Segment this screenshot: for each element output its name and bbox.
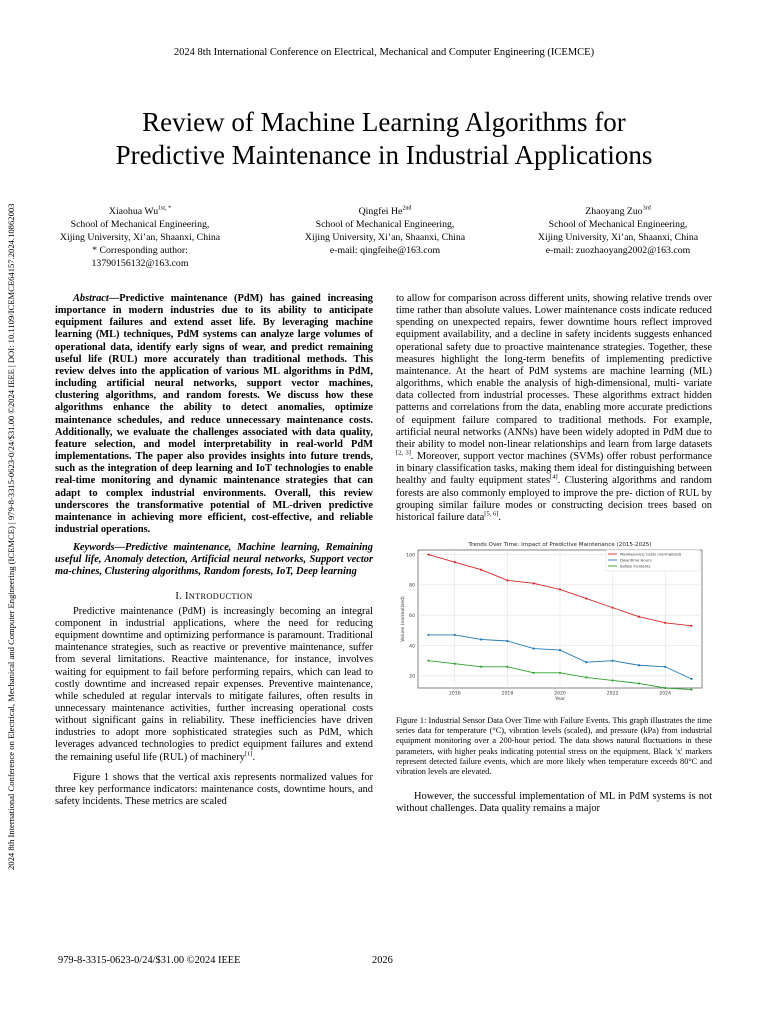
- intro-paragraph-1: Predictive maintenance (PdM) is increasingly becoming an integral component in industrial applications, where the need for reducing equipment downtime and optimizing performance is paramount. Traditional maintenance strategies, such as reactive or preventive maintenance, suffer from several limitations. Reactive maintenance, for instance, involves waiting for equipment to fail before performing repairs, which can lead to costly downtime and increased repair expenses. Preventive maintenance, while scheduled at regular intervals to mitigate failures, often results in unnecessary maintenance activities, further increasing operational costs without significant gains in reliability. These inefficiencies have driven industries to adopt more sophisticated strategies such as PdM, which leverages advanced technologies to predict equipment failures and extend the remaining useful life (RUL) of machinery[1].: [55, 605, 373, 763]
- author-name: Xiaohua Wu: [108, 206, 159, 217]
- author-email[interactable]: 13790156132@163.com: [91, 258, 189, 269]
- legend-entry: Maintenance Costs (normalized): [620, 551, 682, 557]
- author-email[interactable]: e-mail: qingfeihe@163.com: [329, 245, 441, 256]
- data-point: [480, 666, 482, 668]
- figure-1: [396, 538, 712, 710]
- x-tick-label: 2024: [659, 691, 672, 697]
- data-point: [611, 660, 613, 662]
- author-dept: School of Mechanical Engineering,: [315, 219, 455, 230]
- data-point: [638, 682, 640, 684]
- data-point: [533, 672, 535, 674]
- abstract: [55, 293, 373, 536]
- section-heading-introduction: I. INTRODUCTION: [175, 590, 253, 602]
- data-point: [454, 561, 456, 563]
- data-point: [638, 664, 640, 666]
- data-point: [480, 638, 482, 640]
- data-point: [559, 672, 561, 674]
- y-tick-label: 60: [409, 613, 415, 619]
- legend-entry: Safety Incidents: [620, 563, 651, 569]
- author-block-1: [40, 205, 240, 270]
- data-point: [506, 666, 508, 668]
- data-point: [506, 579, 508, 581]
- author-org: Xijing University, Xi’an, Shaanxi, China: [304, 232, 466, 243]
- y-tick-label: 20: [409, 674, 415, 680]
- keywords: [55, 542, 373, 578]
- chart-title: Trends Over Time: Impact of Predictive Maintenance (2015-2025): [468, 541, 652, 548]
- y-tick-label: 40: [409, 644, 415, 650]
- data-point: [585, 597, 587, 599]
- x-tick-label: 2016: [448, 691, 461, 697]
- title-line-1: Review of Machine Learning Algorithms for: [142, 107, 626, 137]
- author-corresponding: * Corresponding author:: [92, 245, 188, 256]
- data-point: [454, 634, 456, 636]
- left-column: [55, 293, 373, 808]
- data-point: [559, 588, 561, 590]
- author-order: 3rd: [642, 205, 651, 212]
- data-point: [506, 640, 508, 642]
- author-email[interactable]: e-mail: zuozhaoyang2002@163.com: [545, 245, 691, 256]
- data-point: [611, 679, 613, 681]
- author-name: Zhaoyang Zuo: [585, 206, 643, 217]
- author-order: 1st, *: [158, 205, 172, 212]
- author-dept: School of Mechanical Engineering,: [548, 219, 688, 230]
- title-line-2: Predictive Maintenance in Industrial Applications: [115, 140, 653, 170]
- data-point: [559, 649, 561, 651]
- side-doi-note: 2024 8th International Conference on Electrical, Mechanical and Computer Engineering (ICEMCE) | 979-8-3315-0623-0/24/$31.00 ©2024 IEEE | DOI: 10.1109/ICEMCE64157.2024.10862003: [6, 203, 16, 870]
- abstract-text: —Predictive maintenance (PdM) has gained increasing importance in modern industries due to its ability to anticipate equipment failures and extend asset life. By leveraging machine learning (ML) techniques, PdM systems can analyze large volumes of operational data, identify early signs of wear, and predict remaining useful life (RUL) more accurately than traditional methods. This review delves into the application of various ML algorithms in PdM, including artificial neural networks, support vector machines, clustering algorithms, and random forests. We discuss how these algorithms enhance the ability to detect anomalies, optimize maintenance schedules, and reduce unnecessary maintenance costs. Additionally, we evaluate the challenges associated with data quality, feature selection, and model interpretability in real-world PdM implementations. The paper also provides insights into future trends, such as the integration of deep learning and IoT technologies to enable real-time monitoring and dynamic maintenance strategies that can adapt to complex industrial environments. Overall, this review underscores the transformative potential of ML-driven predictive maintenance in achieving more efficient, cost-effective, and reliable industrial operations.: [55, 293, 373, 535]
- data-point: [664, 666, 666, 668]
- author-block-2: [285, 205, 485, 257]
- page-number: 2026: [372, 955, 393, 966]
- data-point: [690, 688, 692, 690]
- data-point: [533, 582, 535, 584]
- data-point: [427, 553, 429, 555]
- data-point: [690, 678, 692, 680]
- data-point: [454, 663, 456, 665]
- trend-line-chart: [396, 538, 712, 710]
- x-tick-label: 2018: [501, 691, 514, 697]
- figure-caption: Figure 1: Industrial Sensor Data Over Time with Failure Events. This graph illustrates the time series data for temperature (°C), vibration levels (scaled), and pressure (kPa) from industrial equipment monitoring over a 200-hour period. The data shows natural fluctuations in these parameters, with higher peaks indicating potential stress on the equipment. Black 'x' markers represent detected failure events, which are more likely when temperature exceeds 80°C and vibration levels are elevated.: [396, 715, 712, 776]
- conference-header: 2024 8th International Conference on Electrical, Mechanical and Computer Engineering (ICEMCE): [173, 47, 595, 58]
- footer-copyright: 979-8-3315-0623-0/24/$31.00 ©2024 IEEE: [58, 955, 241, 966]
- y-tick-label: 100: [406, 553, 415, 559]
- author-org: Xijing University, Xi’an, Shaanxi, China: [59, 232, 221, 243]
- data-point: [533, 647, 535, 649]
- data-point: [585, 661, 587, 663]
- data-point: [664, 687, 666, 689]
- author-block-3: [518, 205, 718, 257]
- right-column: [396, 293, 712, 816]
- citation[interactable]: [5, 6]: [484, 510, 499, 518]
- keywords-text: —Predictive maintenance, Machine learning, Remaining useful life, Anomaly detection, Artificial neural networks, Support vector ma-chines, Clustering algorithms, Random forests, IoT, Deep learning: [55, 542, 373, 578]
- author-order: 2nd: [402, 205, 412, 212]
- citation[interactable]: [4]: [550, 473, 558, 481]
- keywords-label: Keywords: [73, 542, 115, 554]
- data-point: [664, 622, 666, 624]
- intro-paragraph-2: Figure 1 shows that the vertical axis represents normalized values for three key performance indicators: maintenance costs, downtime hours, and safety incidents. These metrics are scaled: [55, 771, 373, 808]
- data-point: [611, 606, 613, 608]
- citation[interactable]: [1]: [244, 750, 253, 758]
- author-dept: School of Mechanical Engineering,: [70, 219, 210, 230]
- author-org: Xijing University, Xi’an, Shaanxi, China: [537, 232, 699, 243]
- data-point: [638, 616, 640, 618]
- author-name: Qingfei He: [358, 206, 403, 217]
- y-tick-label: 80: [409, 583, 415, 589]
- y-axis-label: Values (normalized): [401, 596, 406, 642]
- data-point: [690, 625, 692, 627]
- right-paragraph-2: However, the successful implementation of ML in PdM systems is not without challenges. Data quality remains a major: [396, 791, 712, 815]
- x-tick-label: 2020: [554, 691, 566, 697]
- x-tick-label: 2022: [606, 691, 619, 697]
- legend-entry: Downtime Hours: [620, 557, 652, 563]
- data-point: [427, 660, 429, 662]
- x-axis-label: Year: [555, 696, 565, 702]
- data-point: [427, 634, 429, 636]
- citation[interactable]: [2, 3]: [396, 449, 411, 457]
- right-paragraph-1: to allow for comparison across different units, showing relative trends over time rather than absolute values. Lower maintenance costs indicate reduced spending on unexpected repairs, fewer downtime hours reflect improved equipment availability, and a decline in safety incidents suggests enhanced operational safety due to proactive maintenance strategies. Together, these measures highlight the long-term benefits of implementing predictive maintenance. At the heart of PdM systems are machine learning (ML) algorithms, which enable the analysis of high-dimensional, multi- variate data collected from industrial processes. These algorithms extract hidden patterns and correlations from the data, enabling more accurate predictions of equipment failure compared to traditional methods. For example, artificial neural networks (ANNs) have been widely adopted in PdM due to their ability to model non-linear relationships and learn from large datasets [2, 3]. Moreover, support vector machines (SVMs) offer robust performance in binary classification tasks, making them ideal for distinguishing between healthy and faulty equipment states[4]. Clustering algorithms and random forests are also commonly employed to improve the pre- diction of RUL by grouping similar failure modes or constructing decision trees based on historical failure data[5, 6].: [396, 293, 712, 523]
- paper-title: [40, 106, 728, 172]
- data-point: [480, 569, 482, 571]
- abstract-label: Abstract: [73, 293, 109, 304]
- data-point: [585, 676, 587, 678]
